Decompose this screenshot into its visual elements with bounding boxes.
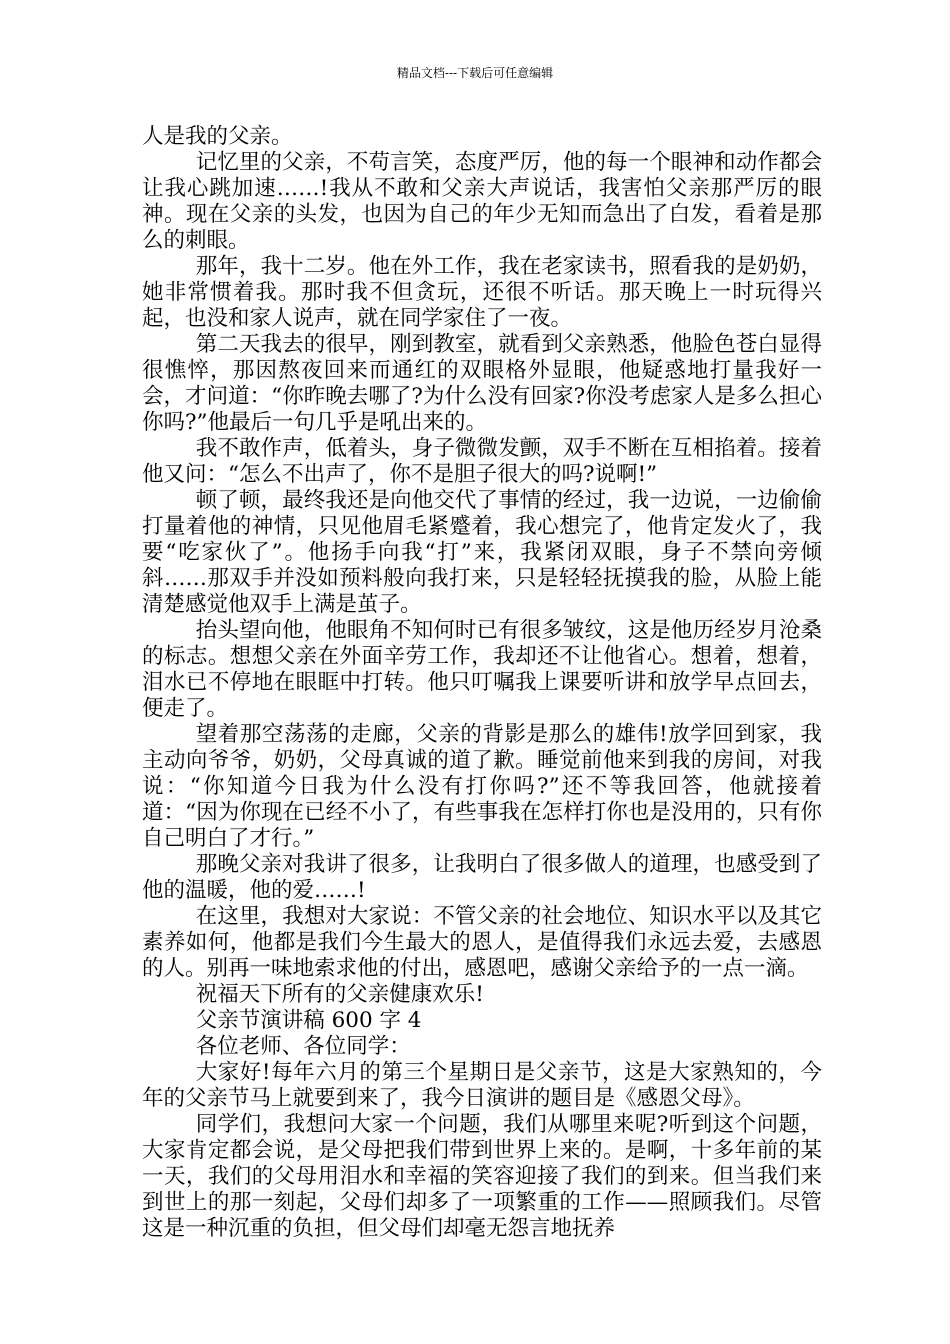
- paragraph: 大家好!每年六月的第三个星期日是父亲节，这是大家熟知的，今年的父亲节马上就要到来了，我今日演讲的题目是《感恩父母》。: [142, 1060, 822, 1111]
- salutation: 各位老师、各位同学：: [195, 1034, 411, 1059]
- paragraph: 抬头望向他，他眼角不知何时已有很多皱纹，这是他历经岁月沧桑的标志。想想父亲在外面辛劳工作，我却还不让他省心。想着，想着，泪水已不停地在眼眶中打转。他只叮嘱我上课要听讲和放学早点回去，便走了。: [142, 618, 822, 721]
- paragraph: 人是我的父亲。: [142, 124, 293, 149]
- paragraph: 我不敢作声，低着头，身子微微发颤，双手不断在互相掐着。接着他又问：“怎么不出声了，你不是胆子很大的吗?说啊!”: [142, 436, 822, 487]
- document-body: [142, 124, 822, 1242]
- section-title: 父亲节演讲稿 600 字 4: [195, 1008, 422, 1033]
- paragraph: 那年，我十二岁。他在外工作，我在老家读书，照看我的是奶奶，她非常惯着我。那时我不但贪玩，还很不听话。那天晚上一时玩得兴起，也没和家人说声，就在同学家住了一夜。: [142, 254, 822, 331]
- paragraph: 祝福天下所有的父亲健康欢乐!: [195, 982, 484, 1007]
- paragraph: 记忆里的父亲，不苟言笑，态度严厉，他的每一个眼神和动作都会让我心跳加速……!我从不敢和父亲大声说话，我害怕父亲那严厉的眼神。现在父亲的头发，也因为自己的年少无知而急出了白发，看着是那么的刺眼。: [142, 150, 822, 253]
- paragraph: 望着那空荡荡的走廊，父亲的背影是那么的雄伟!放学回到家，我主动向爷爷，奶奶，父母真诚的道了歉。睡觉前他来到我的房间，对我说：“你知道今日我为什么没有打你吗?”还不等我回答，他就接着道：“因为你现在已经不小了，有些事我在怎样打你也是没用的，只有你自己明白了才行。”: [142, 722, 822, 851]
- paragraph: 同学们，我想问大家一个问题，我们从哪里来呢?听到这个问题，大家肯定都会说，是父母把我们带到世界上来的。是啊，十多年前的某一天，我们的父母用泪水和幸福的笑容迎接了我们的到来。但当我们来到世上的那一刻起，父母们却多了一项繁重的工作——照顾我们。尽管这是一种沉重的负担，但父母们却毫无怨言地抚养: [142, 1112, 822, 1241]
- paragraph: 第二天我去的很早，刚到教室，就看到父亲熟悉，他脸色苍白显得很憔悴，那因熬夜回来而通红的双眼格外显眼，他疑惑地打量我好一会，才问道：“你昨晚去哪了?为什么没有回家?你没考虑家人是多么担心你吗?”他最后一句几乎是吼出来的。: [142, 332, 822, 435]
- paragraph: 顿了顿，最终我还是向他交代了事情的经过，我一边说，一边偷偷打量着他的神情，只见他眉毛紧蹙着，我心想完了，他肯定发火了，我要“吃家伙了”。他扬手向我“打”来，我紧闭双眼，身子不禁向旁倾斜……那双手并没如预料般向我打来，只是轻轻抚摸我的脸，从脸上能清楚感觉他双手上满是茧子。: [142, 488, 822, 617]
- page-header: 精品文档---下载后可任意编辑: [396, 66, 554, 80]
- paragraph: 那晚父亲对我讲了很多，让我明白了很多做人的道理，也感受到了他的温暖，他的爱……!: [142, 852, 822, 903]
- paragraph: 在这里，我想对大家说：不管父亲的社会地位、知识水平以及其它素养如何，他都是我们今生最大的恩人，是值得我们永远去爱，去感恩的人。别再一味地索求他的付出，感恩吧，感谢父亲给予的一点一滴。: [142, 904, 822, 981]
